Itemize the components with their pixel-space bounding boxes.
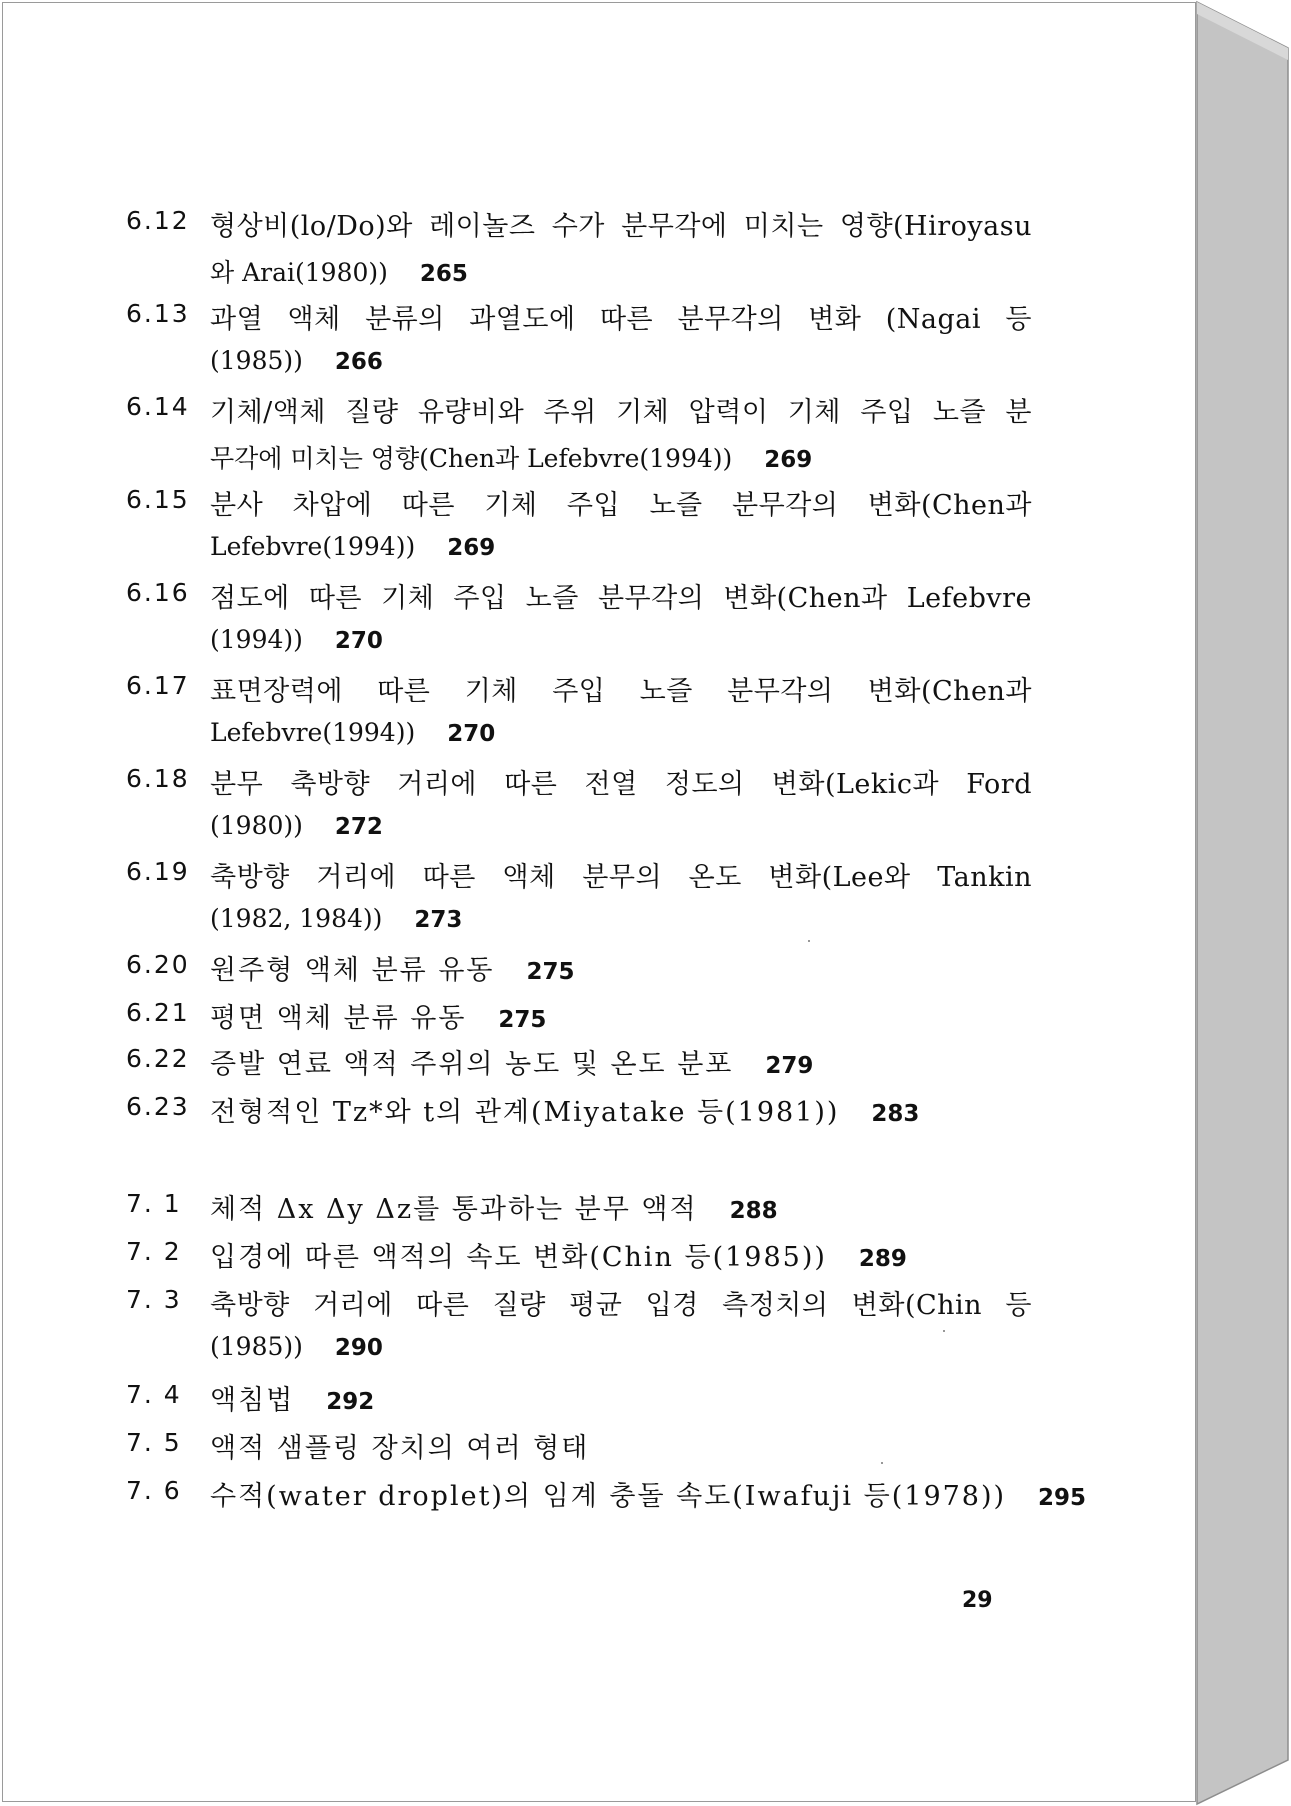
entry-page: 290 [334,1335,383,1361]
entry-title-cont: Lefebvre(1994)) 270 [210,718,496,747]
entry-number: 6.23 [126,1092,190,1121]
entry-page: 273 [414,907,463,933]
entry-number: 6.15 [126,485,190,514]
entry-page: 275 [526,959,575,985]
entry-number: 6.14 [126,392,190,421]
entry-title: 점도에 따른 기체 주입 노즐 분무각의 변화(Chen과 Lefebvre [210,583,1032,614]
entry-number: 7. 3 [126,1285,182,1314]
scan-speck [943,1330,945,1332]
entry-title-cont: 무각에 미치는 영향(Chen과 Lefebvre(1994)) 269 [210,444,813,473]
entry-number: 6.22 [126,1044,190,1073]
entry-page: 292 [326,1389,375,1415]
entry-page: 269 [447,535,496,561]
entry-title: 전형적인 Tz*와 t의 관계(Miyatake 등(1981)) 283 [210,1097,920,1128]
entry-page: 269 [764,447,813,473]
entry-number: 6.21 [126,998,190,1027]
entry-title-cont: (1982, 1984)) 273 [210,904,463,933]
entry-title-cont: Lefebvre(1994)) 269 [210,532,496,561]
entry-title: 표면장력에 따른 기체 주입 노즐 분무각의 변화(Chen과 [210,676,1032,707]
entry-title: 축방향 거리에 따른 액체 분무의 온도 변화(Lee와 Tankin [210,862,1032,893]
scan-speck [881,1462,883,1464]
entry-number: 7. 4 [126,1380,182,1409]
entry-page: 295 [1038,1485,1087,1511]
entry-number: 7. 6 [126,1476,182,1505]
entry-number: 6.19 [126,857,190,886]
entry-title: 증발 연료 액적 주위의 농도 및 온도 분포 279 [210,1049,814,1080]
entry-title: 입경에 따른 액적의 속도 변화(Chin 등(1985)) 289 [210,1242,907,1273]
entry-page: 289 [858,1246,907,1272]
entry-page: 270 [447,721,496,747]
entry-number: 6.20 [126,950,190,979]
entry-page: 265 [419,261,468,287]
entry-title-cont: 와 Arai(1980)) 265 [210,258,468,287]
entry-number: 7. 5 [126,1428,182,1457]
entry-number: 7. 2 [126,1237,182,1266]
entry-number: 7. 1 [126,1189,182,1218]
entry-title: 평면 액체 분류 유동 275 [210,1003,547,1034]
entry-title-cont: (1985)) 290 [210,1332,383,1361]
entry-title: 액침법 292 [210,1385,375,1416]
entry-title: 기체/액체 질량 유량비와 주위 기체 압력이 기체 주입 노즐 분 [210,397,1032,428]
entry-title: 축방향 거리에 따른 질량 평균 입경 측정치의 변화(Chin 등 [210,1290,1032,1321]
entry-title: 원주형 액체 분류 유동 275 [210,955,575,986]
entry-page: 275 [498,1007,547,1033]
entry-page: 266 [334,349,383,375]
entry-title: 과열 액체 분류의 과열도에 따른 분무각의 변화 (Nagai 등 [210,304,1032,335]
entry-number: 6.12 [126,206,190,235]
entry-title: 체적 Δx Δy Δz를 통과하는 분무 액적 288 [210,1194,778,1225]
entry-number: 6.16 [126,578,190,607]
entry-number: 6.13 [126,299,190,328]
entry-title: 수적(water droplet)의 임계 충돌 속도(Iwafuji 등(1978)) 295 [210,1481,1087,1512]
entry-title: 분사 차압에 따른 기체 주입 노즐 분무각의 변화(Chen과 [210,490,1032,521]
entry-title-cont: (1985)) 266 [210,346,383,375]
entry-title: 분무 축방향 거리에 따른 전열 정도의 변화(Lekic과 Ford [210,769,1032,800]
entry-title-cont: (1994)) 270 [210,625,383,654]
entry-title: 액적 샘플링 장치의 여러 형태 [210,1433,590,1464]
entry-page: 288 [729,1198,778,1224]
entry-page: 270 [334,628,383,654]
page-number: 29 [962,1588,993,1613]
entry-page: 279 [765,1053,814,1079]
entry-page: 272 [334,814,383,840]
entry-number: 6.18 [126,764,190,793]
entry-title-cont: (1980)) 272 [210,811,383,840]
entry-page: 283 [871,1101,920,1127]
entry-title: 형상비(lo/Do)와 레이놀즈 수가 분무각에 미치는 영향(Hiroyasu [210,211,1032,242]
entry-number: 6.17 [126,671,190,700]
scan-speck [808,940,810,942]
